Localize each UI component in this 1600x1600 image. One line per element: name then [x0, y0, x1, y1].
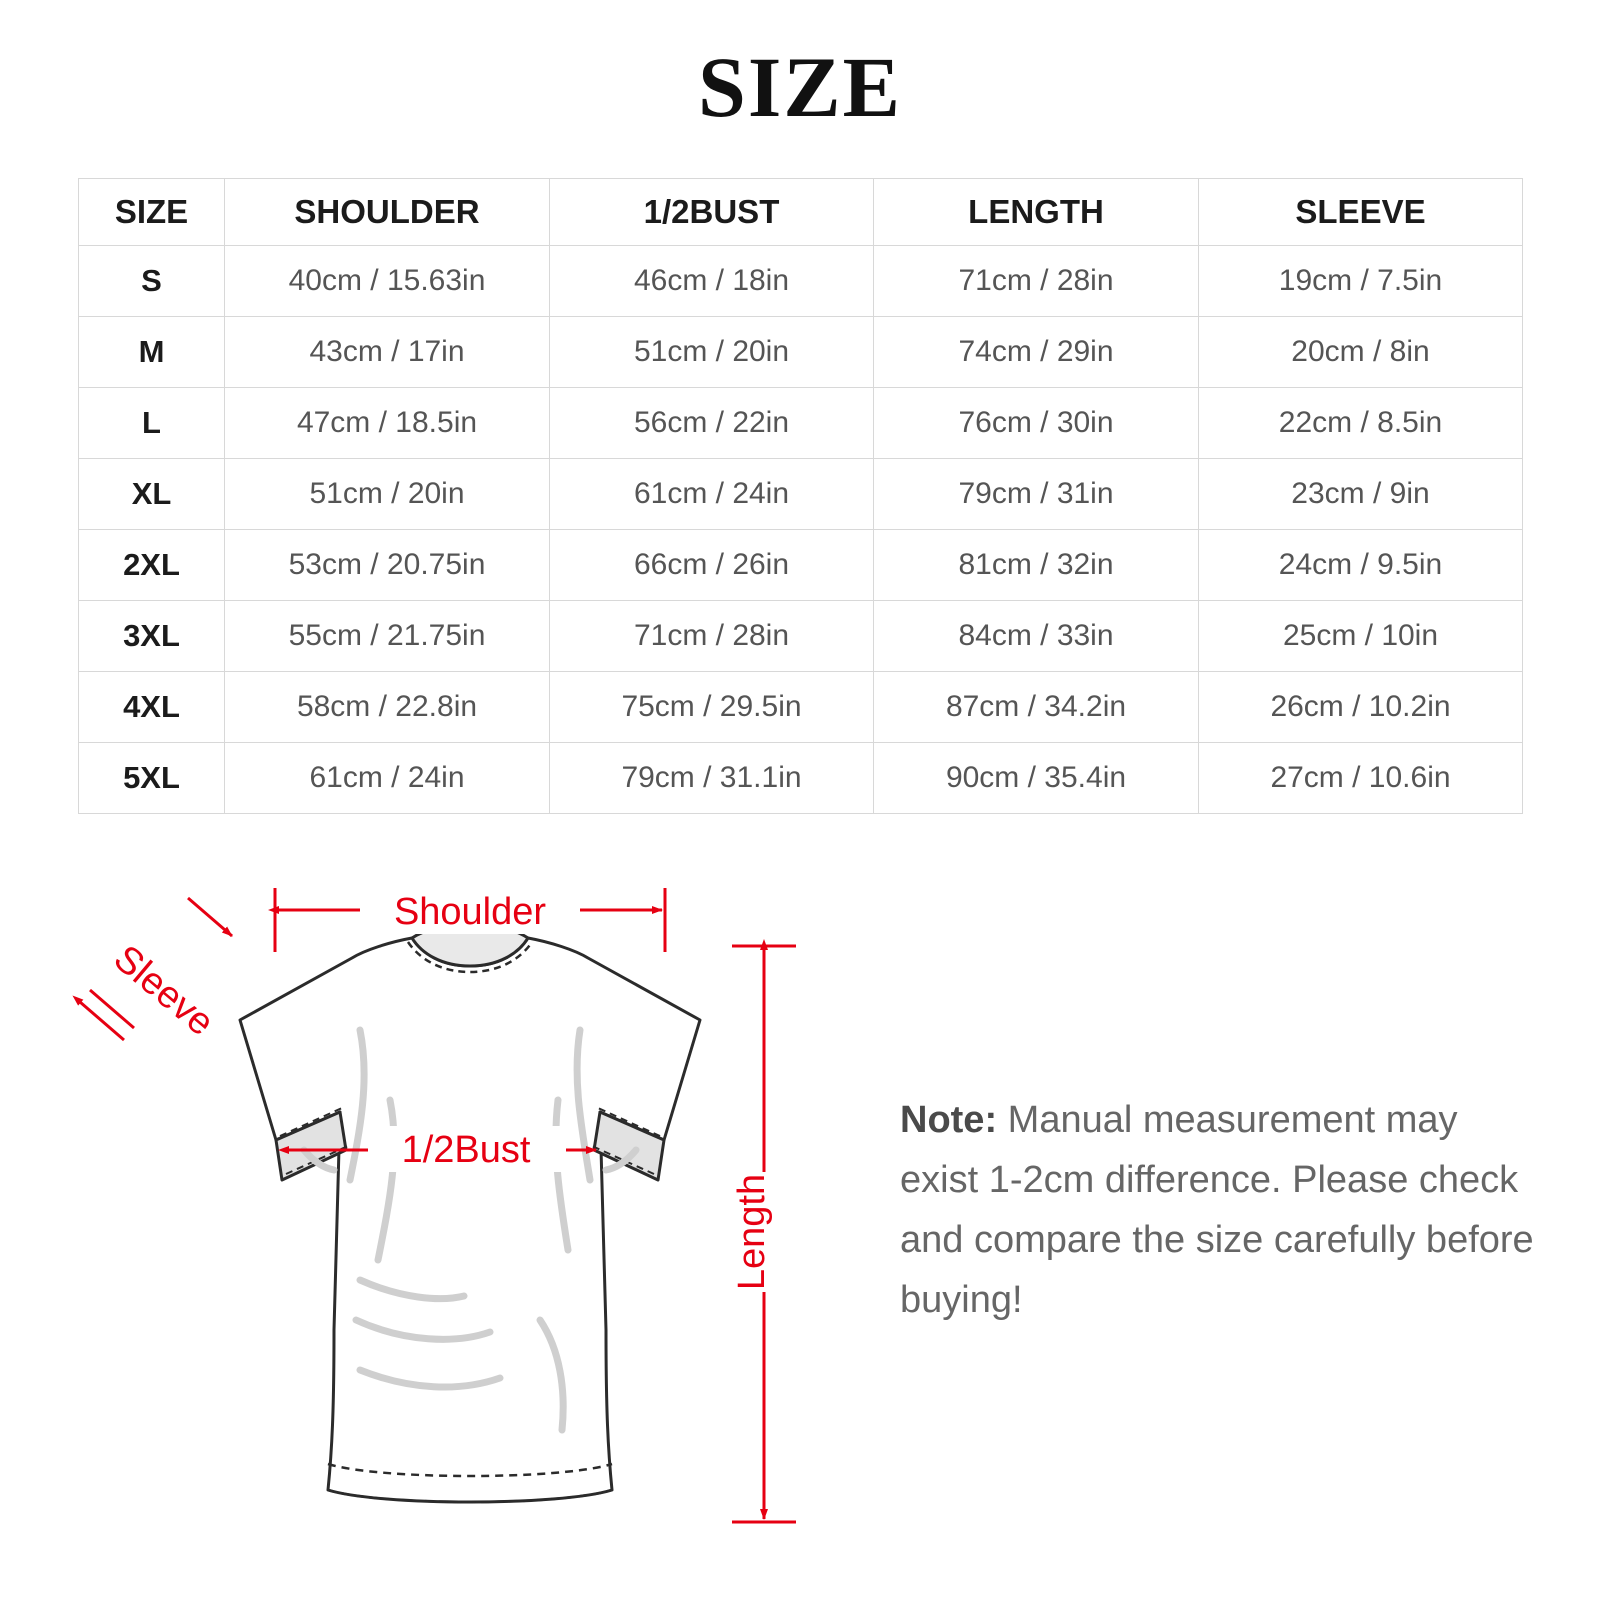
table-row: [79, 388, 1523, 459]
cell-sleeve: 23cm / 9in: [1199, 459, 1523, 530]
size-chart-table: [78, 178, 1523, 814]
cell-length: 87cm / 34.2in: [874, 672, 1199, 743]
table-header-row: [79, 179, 1523, 246]
page-title: SIZE: [697, 39, 903, 135]
column-header-sleeve: SLEEVE: [1199, 179, 1523, 246]
cell-length: 74cm / 29in: [874, 317, 1199, 388]
cell-length: 79cm / 31in: [874, 459, 1199, 530]
note-prefix: Note:: [900, 1099, 998, 1141]
cell-shoulder: 61cm / 24in: [225, 743, 550, 814]
column-header-bust: 1/2BUST: [550, 179, 874, 246]
cell-shoulder: 55cm / 21.75in: [225, 601, 550, 672]
note-text: [900, 1090, 1540, 1330]
cell-bust: 79cm / 31.1in: [550, 743, 874, 814]
table-row: [79, 530, 1523, 601]
cell-size: 3XL: [79, 601, 225, 672]
column-header-size: SIZE: [79, 179, 225, 246]
cell-length: 81cm / 32in: [874, 530, 1199, 601]
cell-shoulder: 40cm / 15.63in: [225, 246, 550, 317]
cell-shoulder: 51cm / 20in: [225, 459, 550, 530]
column-header-shoulder: SHOULDER: [225, 179, 550, 246]
bust-label: 1/2Bust: [401, 1129, 531, 1171]
sleeve-label: Sleeve: [105, 937, 222, 1045]
cell-sleeve: 26cm / 10.2in: [1199, 672, 1523, 743]
cell-bust: 71cm / 28in: [550, 601, 874, 672]
note-body: Manual measurement may exist 1-2cm difference. Please check and compare the size carefully before buying!: [900, 1099, 1534, 1322]
cell-length: 71cm / 28in: [874, 246, 1199, 317]
cell-size: 2XL: [79, 530, 225, 601]
cell-bust: 61cm / 24in: [550, 459, 874, 530]
cell-shoulder: 47cm / 18.5in: [225, 388, 550, 459]
cell-size: L: [79, 388, 225, 459]
cell-bust: 75cm / 29.5in: [550, 672, 874, 743]
tshirt-illustration: [240, 924, 700, 1502]
cell-sleeve: 19cm / 7.5in: [1199, 246, 1523, 317]
cell-bust: 66cm / 26in: [550, 530, 874, 601]
length-label: Length: [731, 1173, 773, 1291]
cell-sleeve: 24cm / 9.5in: [1199, 530, 1523, 601]
column-header-length: LENGTH: [874, 179, 1199, 246]
measurement-diagram: [60, 850, 860, 1570]
cell-size: 4XL: [79, 672, 225, 743]
table-row: [79, 601, 1523, 672]
cell-bust: 56cm / 22in: [550, 388, 874, 459]
table-row: [79, 317, 1523, 388]
cell-length: 76cm / 30in: [874, 388, 1199, 459]
table-row: [79, 743, 1523, 814]
cell-size: XL: [79, 459, 225, 530]
cell-bust: 46cm / 18in: [550, 246, 874, 317]
table-row: [79, 246, 1523, 317]
cell-shoulder: 43cm / 17in: [225, 317, 550, 388]
cell-sleeve: 22cm / 8.5in: [1199, 388, 1523, 459]
table-row: [79, 672, 1523, 743]
cell-length: 84cm / 33in: [874, 601, 1199, 672]
cell-sleeve: 25cm / 10in: [1199, 601, 1523, 672]
cell-size: 5XL: [79, 743, 225, 814]
table-row: [79, 459, 1523, 530]
cell-shoulder: 53cm / 20.75in: [225, 530, 550, 601]
cell-shoulder: 58cm / 22.8in: [225, 672, 550, 743]
cell-sleeve: 27cm / 10.6in: [1199, 743, 1523, 814]
cell-sleeve: 20cm / 8in: [1199, 317, 1523, 388]
cell-size: M: [79, 317, 225, 388]
cell-bust: 51cm / 20in: [550, 317, 874, 388]
shoulder-label: Shoulder: [393, 891, 547, 933]
cell-size: S: [79, 246, 225, 317]
cell-length: 90cm / 35.4in: [874, 743, 1199, 814]
